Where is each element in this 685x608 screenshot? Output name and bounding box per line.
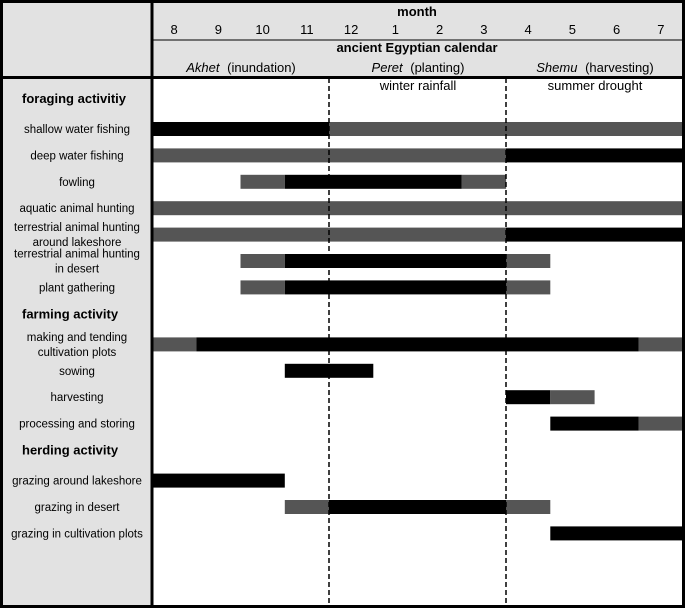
- month-label: 7: [657, 22, 665, 37]
- activity-label: terrestrial animal hunting: [14, 222, 140, 235]
- activity-bar-gray: [285, 500, 329, 514]
- season-peret-name: Peret: [371, 60, 403, 75]
- climate-label-winter-rainfall: winter rainfall: [379, 78, 457, 93]
- season-akhet-name: Akhet: [186, 60, 220, 75]
- activity-bar-gray: [639, 417, 683, 431]
- activity-label: terrestrial animal hunting: [14, 248, 140, 261]
- month-label: 11: [300, 22, 314, 37]
- activity-label: harvesting: [50, 392, 104, 405]
- activity-bar-gray: [152, 201, 683, 215]
- activity-bar-dark: [152, 122, 329, 136]
- group-title: farming activity: [22, 306, 119, 322]
- activity-bar-gray: [462, 175, 506, 189]
- season-peret: [372, 60, 465, 75]
- season-akhet: [185, 60, 296, 75]
- activity-bar-gray: [550, 390, 594, 404]
- activity-label: fowling: [59, 176, 95, 189]
- month-label: 2: [435, 22, 444, 37]
- activity-bar-dark: [285, 175, 462, 189]
- activity-bar-dark: [196, 337, 639, 351]
- calendar-title: ancient Egyptian calendar: [336, 40, 498, 55]
- activity-label: shallow water fishing: [23, 124, 131, 136]
- month-axis-title: month: [397, 4, 437, 19]
- month-label: 9: [214, 22, 223, 37]
- activity-bar-gray: [506, 254, 550, 268]
- activity-label: around lakeshore: [32, 237, 122, 250]
- activity-label: aquatic animal hunting: [19, 203, 135, 216]
- activity-bar-dark: [285, 280, 506, 294]
- activity-bar-gray: [506, 280, 550, 294]
- activity-bar-gray: [639, 337, 683, 351]
- activity-bar-gray: [152, 337, 196, 351]
- season-peret-desc: (planting): [410, 60, 465, 75]
- activity-label: grazing in cultivation plots: [11, 528, 143, 541]
- month-label: 3: [480, 22, 488, 37]
- activity-bar-dark: [506, 390, 550, 404]
- month-label: 10: [255, 22, 270, 37]
- season-shemu-desc: (harvesting): [585, 60, 654, 75]
- activity-bar-dark: [550, 417, 639, 431]
- activity-label: cultivation plots: [37, 346, 117, 359]
- activity-bar-gray: [241, 280, 285, 294]
- activity-label: deep water fishing: [30, 150, 124, 163]
- season-akhet-desc: (inundation): [227, 60, 296, 75]
- season-shemu: [536, 60, 653, 75]
- activity-label: in desert: [54, 263, 100, 276]
- month-label: 4: [524, 22, 532, 37]
- activity-bar-dark: [152, 474, 285, 488]
- activity-bar-dark: [506, 228, 683, 242]
- activity-label: grazing in desert: [34, 502, 120, 514]
- climate-label-summer-drought: summer drought: [547, 78, 643, 93]
- activity-bar-dark: [506, 148, 683, 162]
- group-title: foraging activitiy: [22, 91, 127, 106]
- activity-label: grazing around lakeshore: [12, 475, 142, 488]
- group-title: herding activity: [22, 442, 119, 458]
- activity-bar-dark: [550, 526, 683, 540]
- activity-label: processing and storing: [19, 418, 135, 431]
- activity-label: making and tending: [26, 331, 128, 344]
- season-shemu-name: Shemu: [536, 60, 578, 75]
- month-label: 8: [170, 22, 178, 37]
- activity-bar-gray: [506, 500, 550, 514]
- month-label: 12: [343, 22, 359, 37]
- month-label: 6: [612, 22, 621, 37]
- activity-bar-dark: [285, 254, 506, 268]
- month-label: 1: [391, 22, 400, 37]
- activity-label: sowing: [59, 365, 95, 378]
- activity-bar-gray: [241, 254, 285, 268]
- activity-bar-dark: [329, 500, 506, 514]
- month-label: 5: [568, 22, 577, 37]
- activity-bar-gray: [241, 175, 285, 189]
- activity-label: plant gathering: [38, 282, 116, 295]
